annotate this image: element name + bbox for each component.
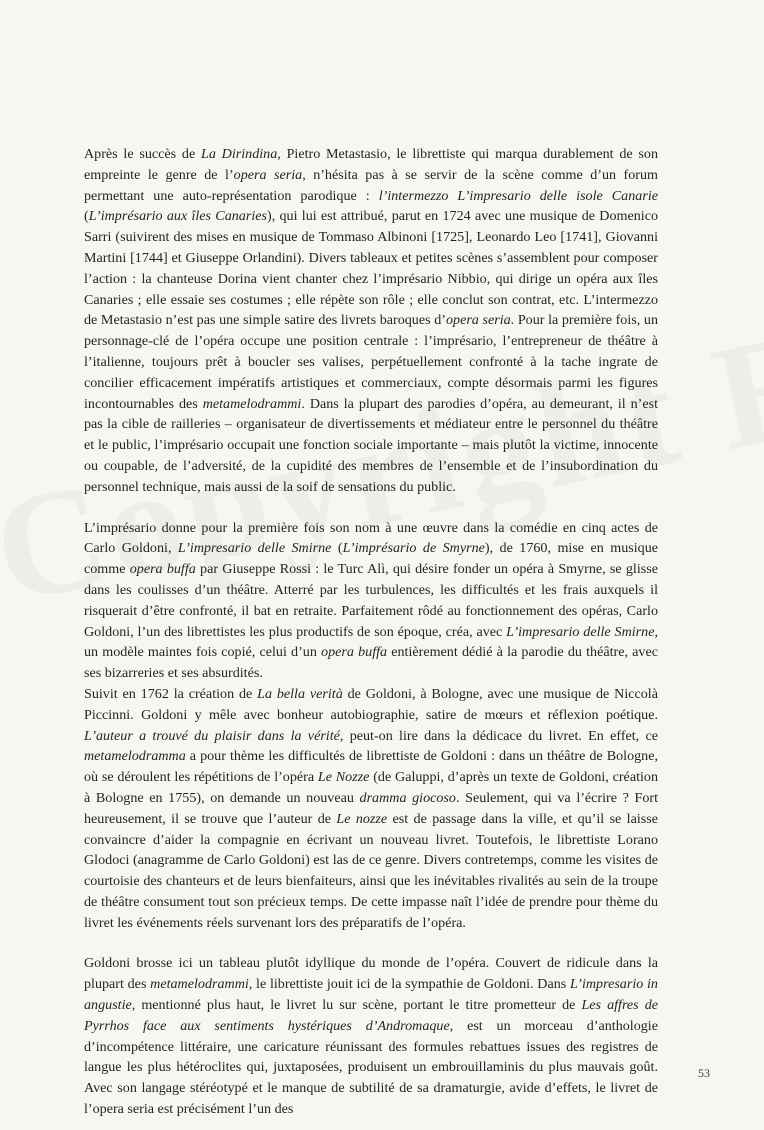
italic-text: L’impresario delle Smirne bbox=[177, 540, 332, 557]
text-run: , le librettiste jouit ici de la sympathie de Goldoni. Dans bbox=[248, 976, 570, 993]
text-run: , mentionné plus haut, le livret lu sur scène, portant le titre prometteur de bbox=[131, 997, 582, 1014]
italic-text: L’imprésario de Smyrne bbox=[342, 540, 485, 557]
paragraph-2 bbox=[84, 518, 658, 684]
text-run: L’imprésario donne pour la première fois son nom à une œuvre dans la comédie en cinq actes de Carlo Goldoni, bbox=[84, 519, 658, 557]
page-number: 53 bbox=[698, 1066, 710, 1080]
paragraph-1 bbox=[84, 144, 658, 498]
text-run: par Giuseppe Rossi : le Turc Alì, qui désire fonder un opéra à Smyrne, se glisse dans les coulisses d’un théâtre. Atterré par les turbulences, les difficultés et les frais auxquels il risquerait d’être confronté, il bat en retraite. Parfaitement rôdé au fonctionnement des opéras, Carlo Goldoni, l’un des librettistes les plus productifs de son époque, créa, avec bbox=[84, 561, 658, 640]
italic-text: metamelodrammi bbox=[150, 976, 249, 993]
paragraph-4 bbox=[84, 953, 658, 1119]
italic-text: La bella verità bbox=[257, 685, 343, 702]
text-run: entièrement dédié à la parodie du théâtre, avec ses bizarreries et ses absurdités. bbox=[84, 644, 658, 682]
text-run: , n’hésita pas à se servir de la scène comme d’un forum permettant une auto-représentation parodique : bbox=[84, 166, 658, 204]
italic-text: L’impresario delle Smirne bbox=[506, 623, 655, 640]
text-run: ), de 1760, mise en musique comme bbox=[84, 540, 658, 578]
text-run: Goldoni brosse ici un tableau plutôt idyllique du monde de l’opéra. Couvert de ridicule dans la plupart des bbox=[84, 955, 658, 993]
text-run: est de passage dans la ville, et qu’il se laisse convaincre d’aider la compagnie en écrivant un nouveau livret. Toutefois, le librettiste Lorano Glodoci (anagramme de Carlo Goldoni) est las de ce genre. Divers contretemps, comme les visites de courtoisie des chanteurs et de leurs bienfaiteurs, ainsi que les inévitables rivalités au sein de la troupe de théâtre consument tout son précieux temps. De cette impasse naît l’idée de prendre pour thème du livret les événements réels survenant lors des préparatifs de l’opéra. bbox=[84, 810, 658, 931]
italic-text: metamelodramma bbox=[84, 748, 186, 765]
italic-text: l’intermezzo L’impresario delle isole Canarie bbox=[378, 187, 658, 204]
italic-text: Le nozze bbox=[336, 810, 388, 827]
text-run: . Seulement, qui va l’écrire ? Fort heureusement, il se trouve que l’auteur de bbox=[84, 789, 658, 827]
paragraph-3 bbox=[84, 684, 658, 934]
italic-text: dramma giocoso bbox=[359, 789, 456, 806]
text-run: (de Galuppi, d’après un texte de Goldoni, création à Bologne en 1755), on demande un nouveau bbox=[84, 769, 658, 806]
text-run: Après le succès de bbox=[84, 146, 202, 162]
body-text bbox=[84, 144, 658, 1120]
italic-text: L’auteur a trouvé du plaisir dans la vérité bbox=[84, 727, 340, 744]
italic-text: opera buffa bbox=[321, 644, 388, 661]
text-run: ), qui lui est attribué, parut en 1724 avec une musique de Domenico Sarri (suivirent des mises en musique de Tommaso Albinoni [1725], Leonardo Leo [1741], Giovanni Martini [1744] et Giuseppe Orlandini). Divers tableaux et petites scènes s’assemblent pour composer l’action : la chanteuse Dorina vient chanter chez l’imprésario Nibbio, qui dirige un opéra aux îles Canaries ; elle essaie ses costumes ; elle répète son rôle ; elle conclut son contrat, etc. L’intermezzo de Metastasio n’est pas une simple satire des livrets baroques d’ bbox=[84, 208, 658, 329]
italic-text: L’impresario in angustie bbox=[84, 976, 658, 1014]
text-run: , Pietro Metastasio, le librettiste qui marqua durablement de son empreinte le genre de l’ bbox=[84, 146, 658, 183]
text-run: . Dans la plupart des parodies d’opéra, au demeurant, il n’est pas la cible de railleries – organisateur de divertissements et médiateur entre le personnel du théâtre et le public, l’imprésario occupait une fonction sociale importante – mais plutôt la victime, innocente ou coupable, de l’adversité, de la cupidité des membres de l’ensemble et de l’insubordination du personnel technique, mais aussi de la soif de sensations du public. bbox=[84, 395, 658, 495]
italic-text: opera buffa bbox=[129, 561, 196, 578]
text-run: ( bbox=[331, 540, 343, 557]
italic-text: Les affres de Pyrrhos face aux sentiments hystériques d’Andromaque bbox=[84, 997, 658, 1034]
italic-text: opera seria bbox=[445, 312, 511, 329]
text-run: . Pour la première fois, un personnage-clé de l’opéra occupe une position centrale : l’imprésario, l’entrepreneur de théâtre à l’italienne, toujours prêt à boucler ses valises, perpétuellement confronté à la tache ingrate de concilier efficacement impératifs artistiques et commerciaux, compte désormais parmi les figures incontournables des bbox=[84, 312, 658, 412]
text-run: , un modèle maintes fois copié, celui d’un bbox=[84, 623, 658, 661]
italic-text: opera seria bbox=[233, 166, 303, 183]
italic-text: Le Nozze bbox=[317, 769, 370, 786]
italic-text: La Dirindina bbox=[201, 146, 278, 162]
text-run: Suivit en 1762 la création de bbox=[84, 685, 258, 702]
text-run: a pour thème les difficultés de librettiste de Goldoni : dans un théâtre de Bologne, où se déroulent les répétitions de l’opéra bbox=[84, 748, 658, 786]
italic-text: metamelodrammi bbox=[202, 395, 302, 412]
text-run: ( bbox=[84, 208, 89, 225]
italic-text: L’imprésario aux îles Canaries bbox=[88, 208, 267, 225]
text-run: , peut-on lire dans la dédicace du livret. En effet, ce bbox=[339, 727, 658, 744]
text-run: , est un morceau d’anthologie d’incompétence littéraire, une caricature réunissant des formules rebattues issues des registres de langue les plus hétéroclites qui, juxtaposées, produisent un embrouillaminis du plus mauvais goût. Avec son langage stéréotypé et le manque de subtilité de sa dramaturgie, avide d’effets, le livret de l’opera seria est précisément l’un des bbox=[84, 1017, 658, 1118]
text-run: de Goldoni, à Bologne, avec une musique de Niccolà Piccinni. Goldoni y mêle avec bonheur autobiographie, satire de mœurs et réflexion poétique. bbox=[84, 685, 658, 723]
